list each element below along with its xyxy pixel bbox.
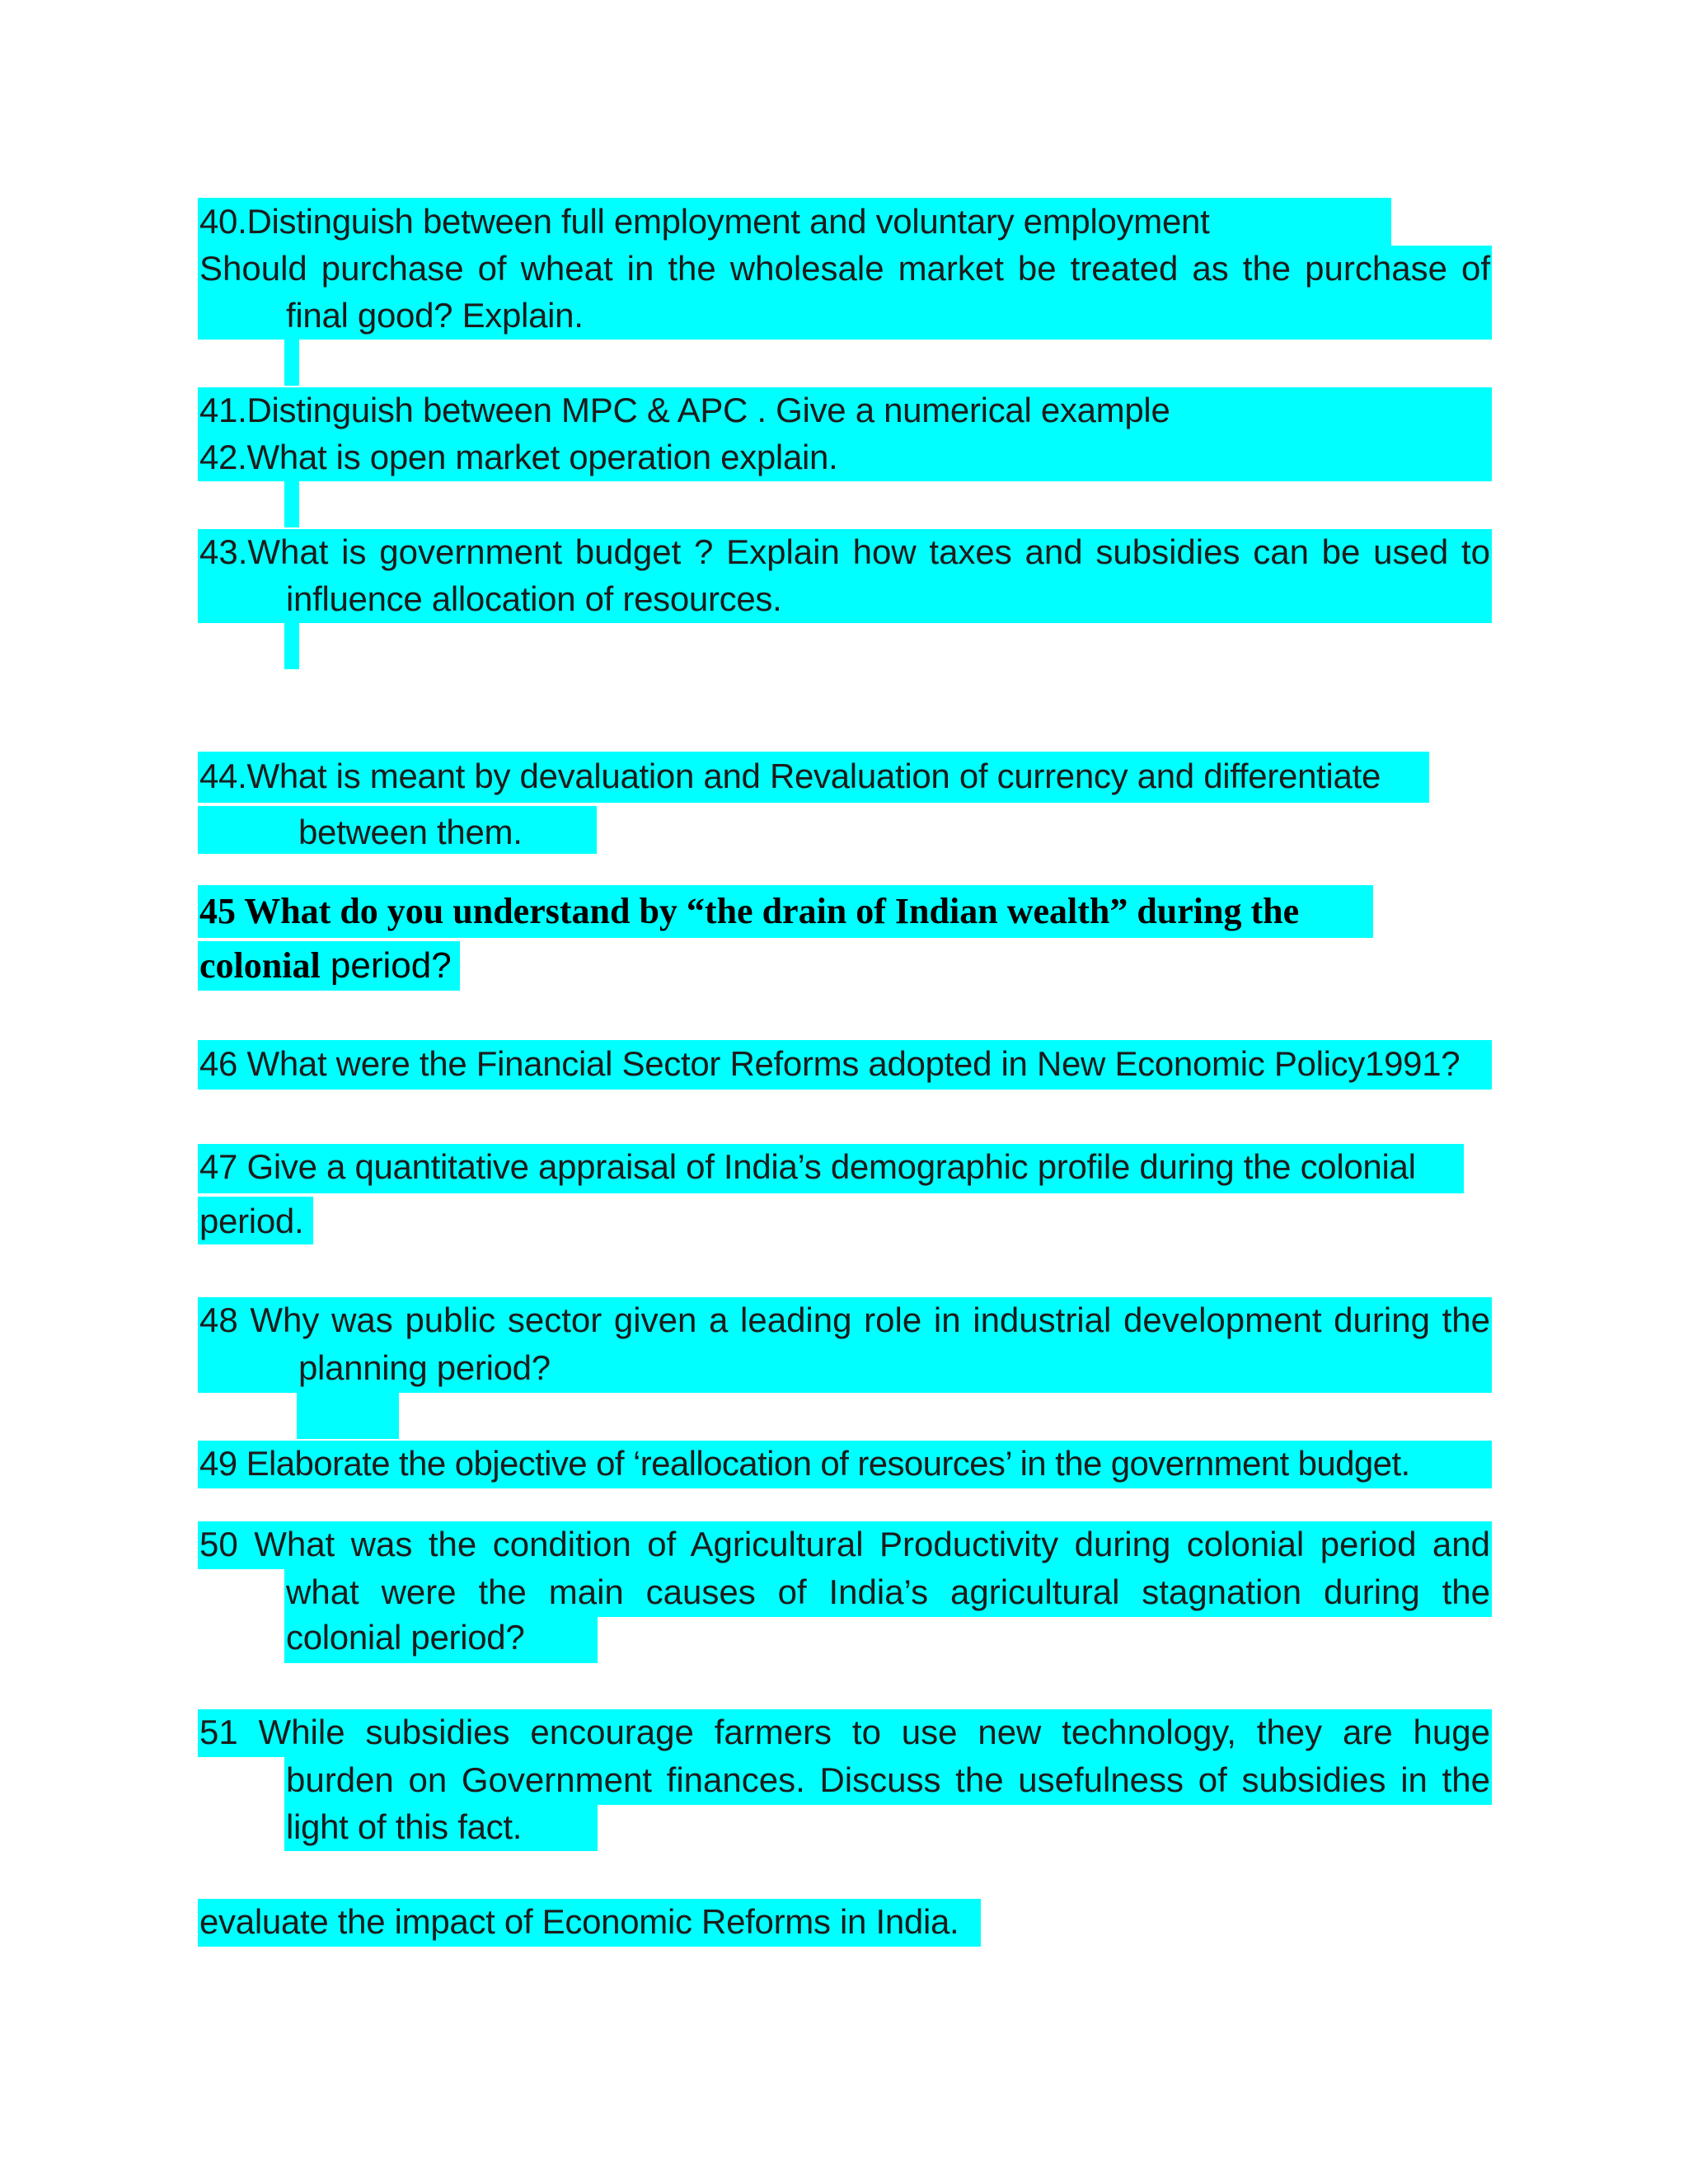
q48-line2: planning period? (298, 1348, 551, 1387)
q44-line1: 44.What is meant by devaluation and Revaluation of currency and differentiate (199, 757, 1381, 795)
q45-rest: period? (320, 945, 452, 986)
q48-line1: 48 Why was public sector given a leading role in industrial development during the (199, 1301, 1490, 1339)
q43-line2: influence allocation of resources. (286, 579, 782, 618)
q43-line1: 43.What is government budget ? Explain how taxes and subsidies can be used to (199, 532, 1490, 571)
q40-line1: 40.Distinguish between full employment and voluntary employment (199, 202, 1210, 241)
q51-line2: burden on Government finances. Discuss the usefulness of subsidies in the (286, 1760, 1490, 1799)
highlight-q42-tab (284, 481, 299, 527)
q47-line1: 47 Give a quantitative appraisal of India’s demographic profile during the colonial (199, 1147, 1416, 1186)
q40-line2: Should purchase of wheat in the wholesale market be treated as the purchase of (199, 249, 1490, 288)
q45-bold-word: colonial (199, 945, 321, 986)
q46-text: 46 What were the Financial Sector Reforms adopted in New Economic Policy1991? (199, 1044, 1461, 1083)
highlight-q40-tab (284, 340, 299, 386)
q42-text: 42.What is open market operation explain. (199, 438, 838, 476)
q49-text: 49 Elaborate the objective of ‘reallocation of resources’ in the government budget. (199, 1444, 1410, 1483)
q44-line2: between them. (298, 813, 523, 851)
q50-line1: 50 What was the condition of Agricultural Productivity during colonial period and (199, 1525, 1490, 1563)
q45-line2 (199, 940, 452, 991)
q40-line3: final good? Explain. (286, 296, 584, 335)
q51-line3: light of this fact. (286, 1807, 523, 1846)
q45-line1: 45 What do you understand by “the drain of Indian wealth” during the (199, 891, 1300, 931)
last-line-text: evaluate the impact of Economic Reforms in India. (199, 1902, 959, 1941)
q41-text: 41.Distinguish between MPC & APC . Give a numerical example (199, 391, 1170, 429)
q50-line3: colonial period? (286, 1618, 525, 1657)
q47-line2: period. (199, 1202, 304, 1240)
highlight-q43-tab (284, 623, 299, 669)
highlight-q48-tab (297, 1393, 399, 1439)
q51-line1: 51 While subsidies encourage farmers to use new technology, they are huge (199, 1713, 1490, 1751)
q50-line2: what were the main causes of India’s agricultural stagnation during the (286, 1572, 1490, 1611)
